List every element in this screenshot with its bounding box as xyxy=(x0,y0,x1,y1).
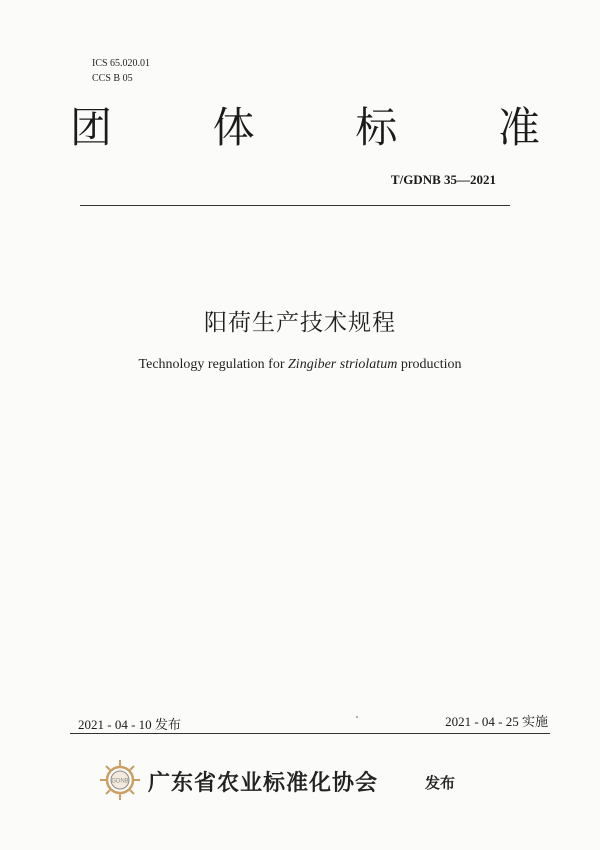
document-type-heading xyxy=(70,100,540,150)
issue-date: 2021 - 04 - 10 xyxy=(78,717,152,732)
ics-code: ICS 65.020.01 xyxy=(92,58,151,69)
implement-label: 实施 xyxy=(521,715,548,730)
heading-char: 标 xyxy=(355,103,398,152)
title-en-suffix: production xyxy=(397,357,462,372)
association-logo-icon xyxy=(98,758,142,802)
ccs-code: CCS B 05 xyxy=(92,73,133,84)
heading-char: 体 xyxy=(212,103,255,152)
heading-char: 准 xyxy=(497,103,540,152)
bottom-divider xyxy=(70,733,550,734)
logo-text: GDNB xyxy=(111,778,129,785)
implement-date-line xyxy=(445,711,548,730)
publisher-name: 广东省农业标准化协会 xyxy=(148,771,379,796)
issue-date-line xyxy=(78,714,181,733)
classification-codes xyxy=(92,56,150,86)
issue-label: 发布 xyxy=(154,718,181,733)
scan-speck xyxy=(356,716,358,718)
publish-label: 发布 xyxy=(425,774,456,792)
title-en-prefix: Technology regulation for xyxy=(138,357,289,372)
standard-number: T/GDNB 35—2021 xyxy=(390,172,496,187)
title-english xyxy=(0,357,600,373)
heading-char: 团 xyxy=(70,103,113,152)
title-en-species: Zingiber striolatum xyxy=(288,357,398,372)
top-divider xyxy=(80,205,510,206)
implement-date: 2021 - 04 - 25 xyxy=(445,714,519,729)
title-chinese: 阳荷生产技术规程 xyxy=(204,310,396,336)
